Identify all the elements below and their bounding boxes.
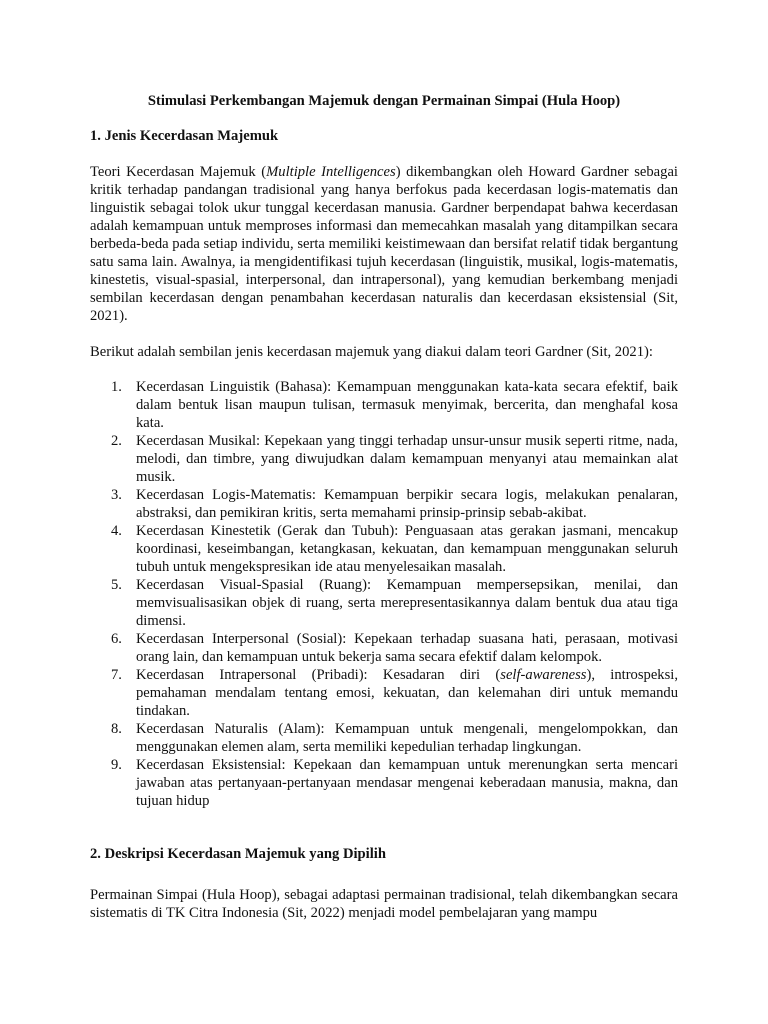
intro-italic-term: Multiple Intelligences bbox=[266, 164, 396, 180]
list-item bbox=[90, 486, 678, 522]
list-item-text-before: Kecerdasan Intrapersonal (Pribadi): Kesadaran diri ( bbox=[136, 667, 501, 683]
list-item bbox=[90, 756, 678, 810]
list-item bbox=[90, 576, 678, 630]
intro-text-after: ) dikembangkan oleh Howard Gardner sebagai kritik terhadap pandangan tradisional yang hanya berfokus pada kecerdasan logis-matematis dan linguistik sebagai tolok ukur tunggal kecerdasan manusia. Gardner berpendapat bahwa kecerdasan adalah kemampuan untuk memproses informasi dan memecahkan masalah yang ditampilkan secara berbeda-beda pada setiap individu, serta memiliki keistimewaan dan bersifat relatif tidak bergantung satu sama lain. Awalnya, ia mengidentifikasi tujuh kecerdasan (linguistik, musikal, logis-matematis, kinestetis, visual-spasial, interpersonal, dan intrapersonal), yang kemudian berkembang menjadi sembilan kecerdasan dengan penambahan kecerdasan naturalis dan kecerdasan eksistensial (Sit, 2021). bbox=[90, 164, 678, 324]
list-lead-paragraph: Berikut adalah sembilan jenis kecerdasan majemuk yang diakui dalam teori Gardner (Sit, 2021): bbox=[90, 344, 653, 360]
list-item-text-after: ), introspeksi, pemahaman mendalam tentang emosi, kekuatan, dan kelemahan diri untuk memandu tindakan. bbox=[136, 667, 678, 719]
list-item-text: Kecerdasan Interpersonal (Sosial): Kepekaan terhadap suasana hati, perasaan, motivasi orang lain, dan kemampuan untuk bekerja sama secara efektif dalam kelompok. bbox=[136, 631, 678, 665]
section-heading-2: 2. Deskripsi Kecerdasan Majemuk yang Dipilih bbox=[90, 846, 386, 862]
list-item-number: 3. bbox=[111, 487, 122, 503]
list-item-number: 4. bbox=[111, 523, 122, 539]
section-heading-1: 1. Jenis Kecerdasan Majemuk bbox=[90, 128, 279, 144]
list-item bbox=[90, 432, 678, 486]
list-item-text: Kecerdasan Linguistik (Bahasa): Kemampuan menggunakan kata-kata secara efektif, baik dalam bentuk lisan maupun tulisan, termasuk menyimak, bercerita, dan menghafal kosa kata. bbox=[136, 379, 678, 431]
document-title: Stimulasi Perkembangan Majemuk dengan Permainan Simpai (Hula Hoop) bbox=[147, 93, 621, 109]
list-item-text: Kecerdasan Naturalis (Alam): Kemampuan untuk mengenali, mengelompokkan, dan menggunakan elemen alam, serta memiliki kepedulian terhadap lingkungan. bbox=[136, 721, 678, 755]
list-item-text: Kecerdasan Musikal: Kepekaan yang tinggi terhadap unsur-unsur musik seperti ritme, nada, melodi, dan timbre, yang diwujudkan dalam kemampuan menyanyi atau memainkan alat musik. bbox=[136, 433, 678, 485]
section2-paragraph: Permainan Simpai (Hula Hoop), sebagai adaptasi permainan tradisional, telah dikembangkan secara sistematis di TK Citra Indonesia (Sit, 2022) menjadi model pembelajaran yang mampu bbox=[90, 887, 678, 921]
intro-paragraph bbox=[90, 163, 678, 325]
list-item-number: 8. bbox=[111, 721, 122, 737]
list-item-text: Kecerdasan Eksistensial: Kepekaan dan kemampuan untuk merenungkan serta mencari jawaban atas pertanyaan-pertanyaan mendasar mengenai keberadaan manusia, makna, dan tujuan hidup bbox=[136, 757, 678, 809]
list-item-number: 9. bbox=[111, 757, 122, 773]
list-item-italic-term: self-awareness bbox=[500, 667, 587, 683]
list-item-number: 5. bbox=[111, 577, 122, 593]
list-item-number: 6. bbox=[111, 631, 122, 647]
intelligence-list bbox=[90, 378, 678, 810]
list-item bbox=[90, 630, 678, 666]
list-item-text: Kecerdasan Visual-Spasial (Ruang): Kemampuan mempersepsikan, menilai, dan memvisualisasikan objek di ruang, serta merepresentasikannya dalam bentuk dua atau tiga dimensi. bbox=[136, 577, 678, 629]
list-item bbox=[90, 378, 678, 432]
list-item bbox=[90, 666, 678, 720]
list-item-number: 1. bbox=[111, 379, 122, 395]
list-item-number: 2. bbox=[111, 433, 122, 449]
list-item-text: Kecerdasan Logis-Matematis: Kemampuan berpikir secara logis, melakukan penalaran, abstraksi, dan pemikiran kritis, serta memahami prinsip-prinsip sebab-akibat. bbox=[136, 487, 678, 521]
list-item-text: Kecerdasan Kinestetik (Gerak dan Tubuh): Penguasaan atas gerakan jasmani, mencakup koordinasi, keseimbangan, ketangkasan, kekuatan, dan kemampuan menggunakan seluruh tubuh untuk mengekspresikan ide atau menyelesaikan masalah. bbox=[136, 523, 678, 575]
intro-text-before: Teori Kecerdasan Majemuk ( bbox=[90, 164, 267, 180]
list-item-number: 7. bbox=[111, 667, 122, 683]
document-page bbox=[90, 92, 678, 940]
list-item bbox=[90, 720, 678, 756]
list-item bbox=[90, 522, 678, 576]
